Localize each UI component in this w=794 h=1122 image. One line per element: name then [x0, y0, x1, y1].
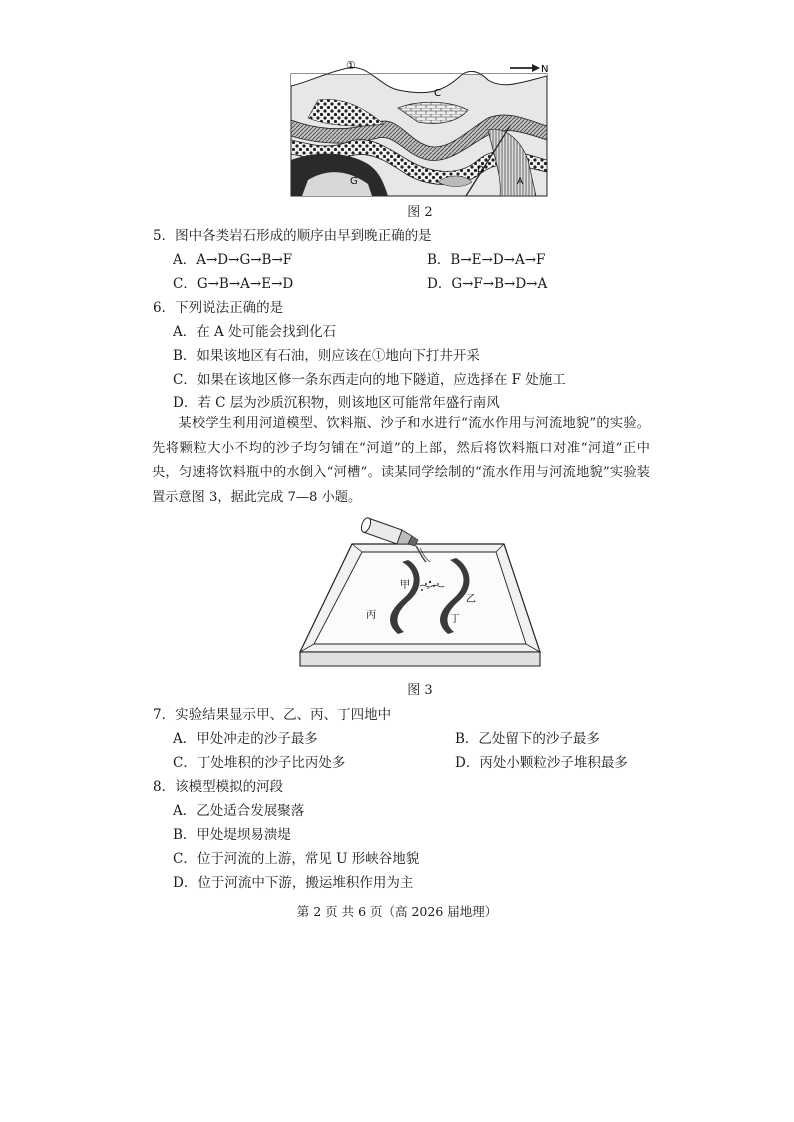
label-ding: 丁 — [450, 614, 460, 625]
label-circle-1: ① — [346, 60, 356, 72]
page-footer: 第 2 页 共 6 页（高 2026 届地理） — [296, 904, 498, 919]
q6-stem: 6．下列说法正确的是 — [153, 300, 284, 316]
q5-stem: 5．图中各类岩石形成的顺序由早到晚正确的是 — [153, 228, 432, 244]
label-A: A — [517, 177, 524, 187]
figure-2-caption: 图 2 — [407, 205, 433, 220]
q7-option-b: B．乙处留下的沙子最多 — [455, 731, 600, 747]
q5-option-b: B．B→E→D→A→F — [427, 252, 546, 268]
figure-3-experiment-diagram — [294, 504, 546, 676]
label-D: D — [477, 165, 484, 175]
q6-option-c: C．如果在该地区修一条东西走向的地下隧道，应选择在 F 处施工 — [173, 372, 566, 388]
label-jia: 甲 — [400, 580, 410, 591]
q8-stem: 8．该模型模拟的河段 — [153, 779, 284, 795]
label-yi: 乙 — [466, 594, 476, 605]
q8-option-b: B．甲处堤坝易溃堤 — [173, 827, 291, 843]
figure-3-caption: 图 3 — [407, 683, 433, 698]
q7-option-d: D．丙处小颗粒沙子堆积最多 — [455, 755, 628, 771]
q6-option-b: B．如果该地区有石油，则应该在①地向下打井开采 — [173, 348, 480, 364]
q7-option-a: A．甲处冲走的沙子最多 — [173, 731, 318, 747]
figure-2-geologic-section — [288, 60, 550, 198]
q8-option-d: D．位于河流中下游，搬运堆积作用为主 — [173, 875, 414, 891]
bottle-icon — [360, 517, 418, 546]
q5-option-a: A．A→D→G→B→F — [173, 252, 293, 268]
label-bing: 丙 — [366, 610, 376, 621]
q7-option-c: C．丁处堆积的沙子比丙处多 — [173, 755, 346, 771]
q7-stem: 7．实验结果显示甲、乙、丙、丁四地中 — [153, 707, 392, 723]
q5-option-c: C．G→B→A→E→D — [173, 276, 294, 292]
q6-option-a: A．在 A 处可能会找到化石 — [173, 324, 337, 340]
passage-7-8: 某校学生利用河道模型、饮料瓶、沙子和水进行“流水作用与河流地貌”的实验。先将颗粒大小不均的沙子均匀铺在“河道”的上部，然后将饮料瓶口对准“河道”正中央，匀速将饮料瓶中的水倒入“河槽”。读某同学绘制的“流水作用与河流地貌”实验装置示意图 3，据此完成 7—8 小题。 — [152, 416, 650, 505]
label-C: C — [434, 88, 441, 99]
q5-option-d: D．G→F→B→D→A — [427, 276, 548, 292]
label-G: G — [350, 176, 358, 187]
north-label: N — [541, 64, 549, 75]
q8-option-c: C．位于河流的上游，常见 U 形峡谷地貌 — [173, 851, 420, 867]
q6-option-d: D．若 C 层为沙质沉积物，则该地区可能常年盛行南风 — [173, 395, 500, 411]
q8-option-a: A．乙处适合发展聚落 — [173, 803, 305, 819]
